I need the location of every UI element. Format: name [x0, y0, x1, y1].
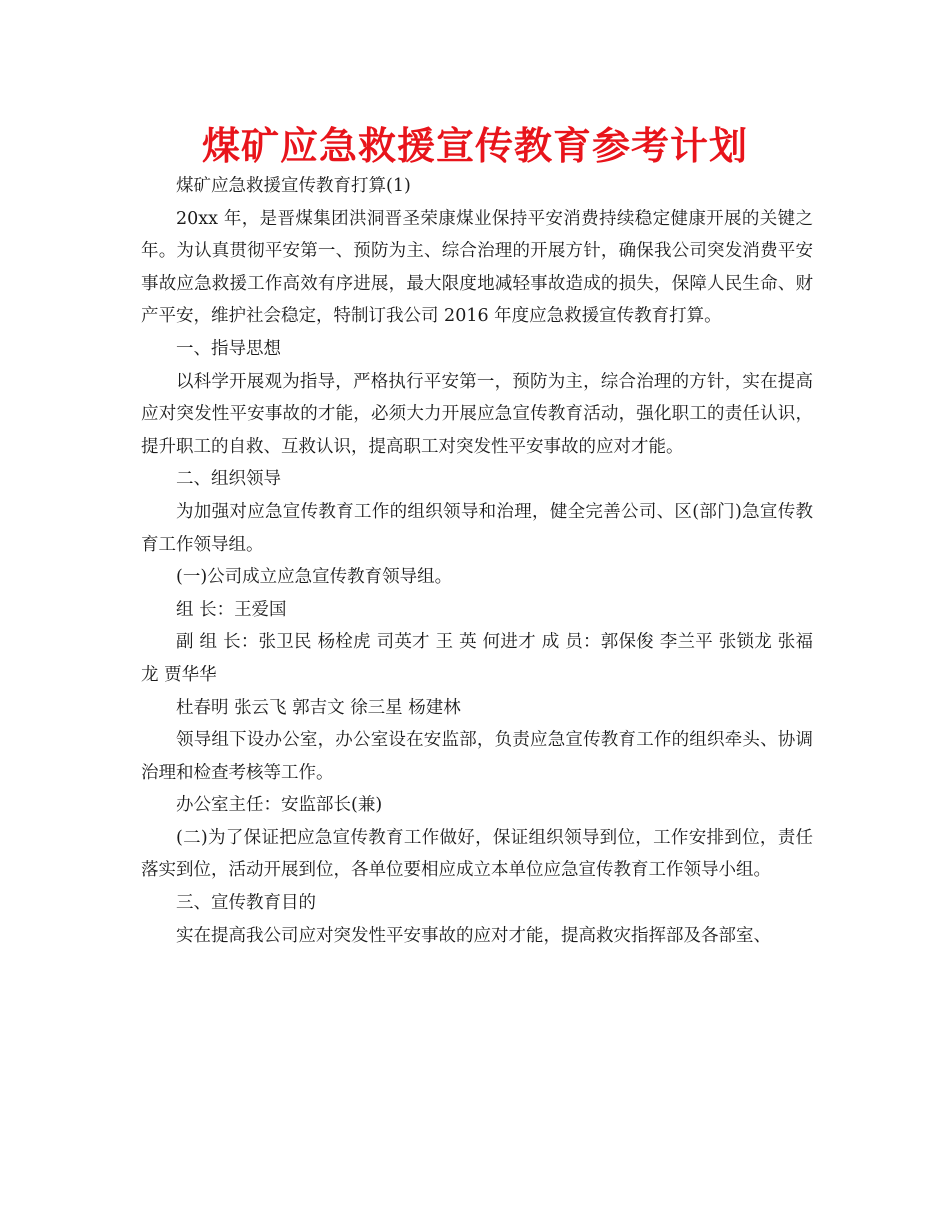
office-paragraph: 领导组下设办公室，办公室设在安监部，负责应急宣传教育工作的组织牵头、协调治理和检查考核等工作。	[141, 730, 813, 783]
group-leader-line: 组 长：王爱国	[176, 599, 287, 620]
section-heading-guiding-ideology: 一、指导思想	[176, 338, 281, 359]
subtitle-paragraph: 煤矿应急救援宣传教育打算(1)	[176, 176, 411, 196]
sub-unit-groups-paragraph: (二)为了保证把应急宣传教育工作做好，保证组织领导到位，工作安排到位，责任落实到位，活动开展到位，各单位要相应成立本单位应急宣传教育工作领导小组。	[141, 827, 813, 881]
deputy-leaders-and-members-paragraph: 副 组 长：张卫民 杨栓虎 司英才 王 英 何进才 成 员：郭保俊 李兰平 张锁龙 张福龙 贾华华	[141, 632, 813, 685]
guiding-ideology-paragraph: 以科学开展观为指导，严格执行平安第一，预防为主，综合治理的方针，实在提高应对突发性平安事故的才能，必须大力开展应急宣传教育活动，强化职工的责任认识，提升职工的自救、互救认识，提高职工对突发性平安事故的应对才能。	[141, 371, 813, 457]
document-title: 煤矿应急救援宣传教育参考计划	[201, 124, 748, 168]
members-continued-line: 杜春明 张云飞 郭吉文 徐三星 杨建林	[176, 697, 461, 718]
purpose-paragraph: 实在提高我公司应对突发性平安事故的应对才能，提高救灾指挥部及各部室、	[176, 925, 771, 946]
document-body	[141, 170, 813, 952]
office-director-line: 办公室主任：安监部长(兼)	[176, 795, 383, 816]
intro-paragraph: 20xx 年，是晋煤集团洪洞晋圣荣康煤业保持平安消费持续稳定健康开展的关键之年。为认真贯彻平安第一、预防为主、综合治理的开展方针，确保我公司突发消费平安事故应急救援工作高效有序进展，最大限度地减轻事故造成的损失，保障人民生命、财产平安，维护社会稳定，特制订我公司 2016 年度应急救援宣传教育打算。	[141, 208, 813, 327]
leadership-group-paragraph: (一)公司成立应急宣传教育领导组。	[176, 567, 453, 588]
organization-paragraph: 为加强对应急宣传教育工作的组织领导和治理，健全完善公司、区(部门)急宣传教育工作领导组。	[141, 501, 813, 555]
section-heading-purpose: 三、宣传教育目的	[176, 893, 316, 914]
section-heading-organization: 二、组织领导	[176, 469, 281, 490]
